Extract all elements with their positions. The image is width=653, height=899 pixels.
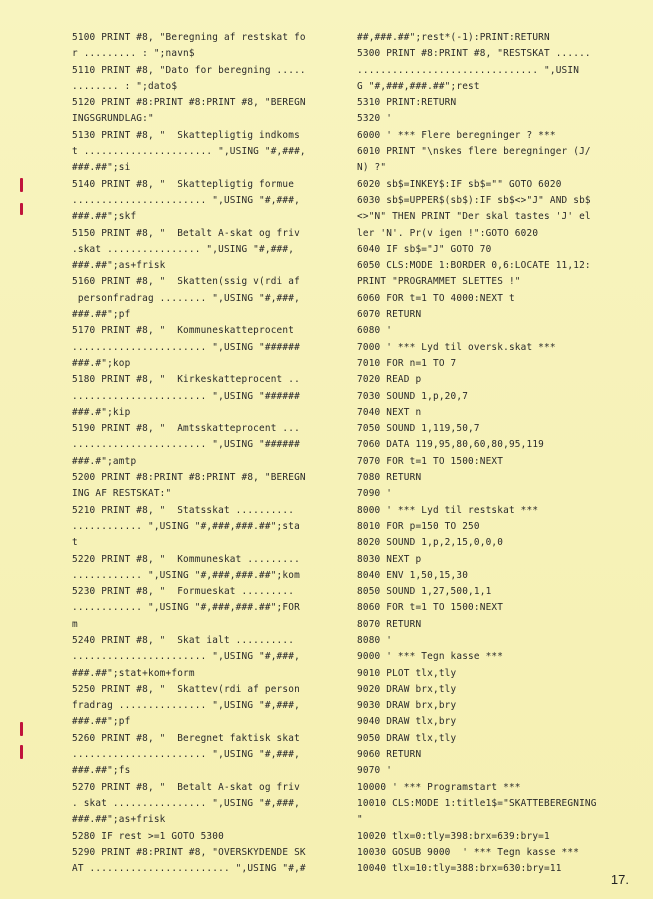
code-line: 6080 ' [357, 325, 393, 337]
code-line: 5220 PRINT #8, " Kommuneskat ......... [72, 553, 300, 565]
listing-column-right [357, 30, 637, 877]
code-line: ....................... ",USING "###### [72, 439, 300, 451]
code-line: 5310 PRINT:RETURN [357, 97, 457, 109]
code-line: .skat ................ ",USING "#,###, [72, 243, 295, 255]
code-line: 7000 ' *** Lyd til oversk.skat *** [357, 341, 556, 353]
code-line: ###.##";fs [72, 765, 131, 777]
code-line: 6070 RETURN [357, 309, 422, 321]
code-line: INGSGRUNDLAG:" [72, 113, 154, 125]
code-line: 6010 PRINT "\nskes flere beregninger (J/ [357, 146, 591, 158]
code-line: 5160 PRINT #8, " Skatten(ssig v(rdi af [72, 276, 300, 288]
code-line: 6040 IF sb$="J" GOTO 70 [357, 243, 492, 255]
code-line: 10030 GOSUB 9000 ' *** Tegn kasse *** [357, 846, 580, 858]
code-line: 5110 PRINT #8, "Dato for beregning ..... [72, 64, 306, 76]
code-line: fradrag ............... ",USING "#,###, [72, 700, 300, 712]
code-line: ............ ",USING "#,###,###.##";FOR [72, 602, 300, 614]
code-line: m [72, 618, 78, 630]
code-line: 5180 PRINT #8, " Kirkeskatteprocent .. [72, 374, 300, 386]
code-line: ............ ",USING "#,###,###.##";kom [72, 569, 300, 581]
code-line: ....................... ",USING "#,###, [72, 651, 300, 663]
code-line: ........ : ";dato$ [72, 80, 178, 92]
code-line: 8050 SOUND 1,27,500,1,1 [357, 586, 492, 598]
code-line: ....................... ",USING "#,###, [72, 194, 300, 206]
code-line: ###.##";stat+kom+form [72, 667, 195, 679]
code-line: 8060 FOR t=1 TO 1500:NEXT [357, 602, 504, 614]
code-line: 5230 PRINT #8, " Formueskat ......... [72, 586, 295, 598]
code-line: 6030 sb$=UPPER$(sb$):IF sb$<>"J" AND sb$ [357, 194, 591, 206]
code-line: ###.##";si [72, 162, 131, 174]
code-line: 5280 IF rest >=1 GOTO 5300 [72, 830, 224, 842]
page-number: 17. [610, 872, 629, 887]
code-line: ler 'N'. Pr(v igen !":GOTO 6020 [357, 227, 539, 239]
code-line: ###.##";pf [72, 309, 131, 321]
code-line: 5120 PRINT #8:PRINT #8:PRINT #8, "BEREGN [72, 97, 306, 109]
code-line: 8000 ' *** Lyd til restskat *** [357, 504, 539, 516]
code-line: 6000 ' *** Flere beregninger ? *** [357, 129, 556, 141]
code-line: 5300 PRINT #8:PRINT #8, "RESTSKAT ...... [357, 48, 591, 60]
code-line: 9050 DRAW tlx,tly [357, 732, 457, 744]
code-line: 10000 ' *** Programstart *** [357, 781, 521, 793]
code-line: 5270 PRINT #8, " Betalt A-skat og friv [72, 781, 300, 793]
code-line: 5140 PRINT #8, " Skattepligtig formue [72, 178, 295, 190]
code-line: AT ........................ ",USING "#,# [72, 863, 306, 875]
code-line: ....................... ",USING "#,###, [72, 749, 300, 761]
code-line: 9040 DRAW tlx,bry [357, 716, 457, 728]
code-line: r ......... : ";navn$ [72, 48, 195, 60]
code-line: 5200 PRINT #8:PRINT #8:PRINT #8, "BEREGN [72, 472, 306, 484]
code-line: 7010 FOR n=1 TO 7 [357, 357, 457, 369]
code-line: 5190 PRINT #8, " Amtsskatteprocent ... [72, 423, 300, 435]
code-line: ###.##";skf [72, 211, 137, 223]
code-line: 7050 SOUND 1,119,50,7 [357, 423, 480, 435]
code-line: 7040 NEXT n [357, 406, 422, 418]
code-line: 5240 PRINT #8, " Skat ialt .......... [72, 634, 295, 646]
margin-mark [20, 745, 23, 759]
code-line: ###.##";pf [72, 716, 131, 728]
code-line: 7020 READ p [357, 374, 422, 386]
code-line: 7080 RETURN [357, 472, 422, 484]
code-line: " [357, 814, 363, 826]
margin-mark [20, 203, 23, 215]
code-line: 9030 DRAW brx,bry [357, 700, 457, 712]
code-line: 7090 ' [357, 488, 393, 500]
listing-column-left [72, 30, 344, 877]
code-line: 8030 NEXT p [357, 553, 422, 565]
code-line: 8040 ENV 1,50,15,30 [357, 569, 469, 581]
code-line: 7030 SOUND 1,p,20,7 [357, 390, 469, 402]
code-line: 10010 CLS:MODE 1:title1$="SKATTEBEREGNING [357, 797, 597, 809]
code-line: PRINT "PROGRAMMET SLETTES !" [357, 276, 521, 288]
code-line: 5260 PRINT #8, " Beregnet faktisk skat [72, 732, 300, 744]
code-line: ............ ",USING "#,###,###.##";sta [72, 520, 300, 532]
code-line: 9060 RETURN [357, 749, 422, 761]
code-line: 6020 sb$=INKEY$:IF sb$="" GOTO 6020 [357, 178, 562, 190]
margin-mark [20, 722, 23, 736]
code-line: 9010 PLOT tlx,tly [357, 667, 457, 679]
code-line: ###.##";as+frisk [72, 814, 166, 826]
code-line: 5150 PRINT #8, " Betalt A-skat og friv [72, 227, 300, 239]
code-line: 8080 ' [357, 634, 393, 646]
code-line: ....................... ",USING "###### [72, 341, 300, 353]
code-line: 10040 tlx=10:tly=388:brx=630:bry=11 [357, 863, 562, 875]
code-line: 6050 CLS:MODE 1:BORDER 0,6:LOCATE 11,12: [357, 260, 591, 272]
code-line: 8070 RETURN [357, 618, 422, 630]
code-line: 7070 FOR t=1 TO 1500:NEXT [357, 455, 504, 467]
code-line: 5130 PRINT #8, " Skattepligtig indkoms [72, 129, 300, 141]
code-line: 5170 PRINT #8, " Kommuneskatteprocent [72, 325, 295, 337]
code-line: ###.#";amtp [72, 455, 137, 467]
code-line: 9070 ' [357, 765, 393, 777]
code-line: 10020 tlx=0:tly=398:brx=639:bry=1 [357, 830, 550, 842]
code-line: G "#,###,###.##";rest [357, 80, 480, 92]
code-line: 5320 ' [357, 113, 393, 125]
code-line: personfradrag ........ ",USING "#,###, [72, 292, 300, 304]
code-line: 5250 PRINT #8, " Skattev(rdi af person [72, 683, 300, 695]
code-line: t ...................... ",USING "#,###, [72, 146, 306, 158]
code-line: 8010 FOR p=150 TO 250 [357, 520, 480, 532]
code-line: 5100 PRINT #8, "Beregning af restskat fo [72, 32, 306, 43]
code-line: 9000 ' *** Tegn kasse *** [357, 651, 504, 663]
code-line: t [72, 537, 78, 549]
code-line: ###.#";kip [72, 406, 131, 418]
code-line: ............................... ",USIN [357, 64, 580, 76]
code-line: ....................... ",USING "###### [72, 390, 300, 402]
code-line: 9020 DRAW brx,tly [357, 683, 457, 695]
code-line: 5210 PRINT #8, " Statsskat .......... [72, 504, 295, 516]
code-line: . skat ................ ",USING "#,###, [72, 797, 300, 809]
code-line: ##,###.##";rest*(-1):PRINT:RETURN [357, 32, 550, 43]
margin-mark [20, 178, 23, 192]
code-line: 6060 FOR t=1 TO 4000:NEXT t [357, 292, 515, 304]
code-line: 5290 PRINT #8:PRINT #8, "OVERSKYDENDE SK [72, 846, 306, 858]
code-line: 7060 DATA 119,95,80,60,80,95,119 [357, 439, 545, 451]
code-line: <>"N" THEN PRINT "Der skal tastes 'J' el [357, 211, 591, 223]
code-line: ###.##";as+frisk [72, 260, 166, 272]
code-line: N) ?" [357, 162, 387, 174]
code-line: ###.#";kop [72, 357, 131, 369]
code-line: 8020 SOUND 1,p,2,15,0,0,0 [357, 537, 504, 549]
code-line: ING AF RESTSKAT:" [72, 488, 172, 500]
